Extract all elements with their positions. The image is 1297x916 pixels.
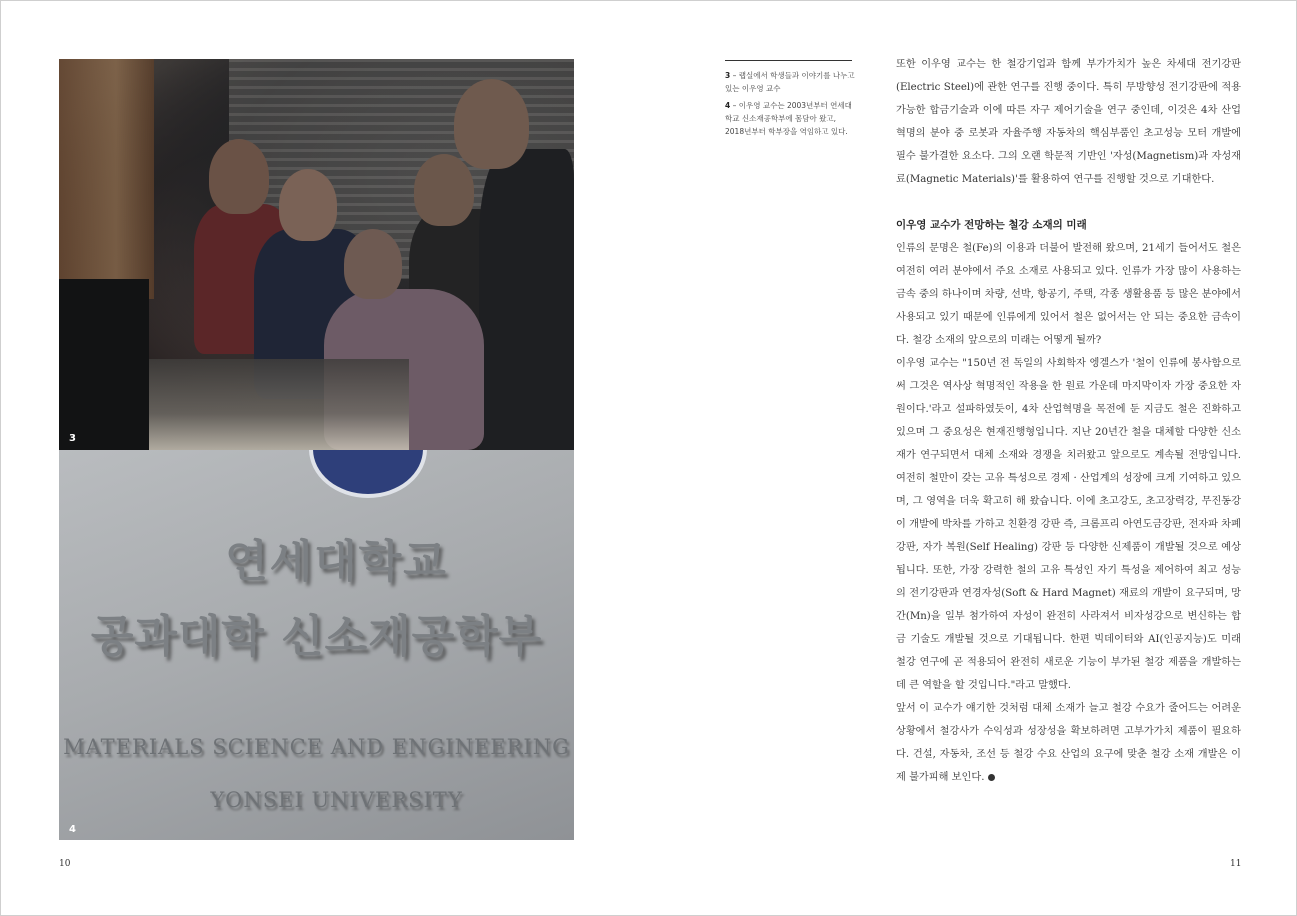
lab-shelf (59, 59, 154, 299)
sign-photo (59, 450, 574, 840)
body-paragraph-text: 앞서 이 교수가 얘기한 것처럼 대체 소재가 늘고 철강 수요가 줄어드는 어려운 상황에서 철강사가 수익성과 성장성을 확보하려면 고부가가치 제품이 필요하다. 건설, 자동차, 조선 등 철강 수요 산업의 요구에 맞춘 철강 소재 개발은 이제 불가피해 보인다. (896, 703, 1241, 783)
sign-department-english: MATERIALS SCIENCE AND ENGINEERING (63, 735, 570, 759)
caption-rule (725, 60, 852, 61)
article-body (896, 53, 1241, 789)
page-number-left: 10 (59, 859, 71, 869)
photo-number: 3 (69, 433, 76, 444)
section-heading: 이우영 교수가 전망하는 철강 소재의 미래 (896, 219, 1087, 231)
sign-university-name: 연세대학교 (225, 536, 448, 587)
person-head (454, 79, 529, 169)
caption-text: – 랩실에서 학생들과 이야기를 나누고 있는 이우영 교수 (725, 71, 855, 93)
page-number-right: 11 (1230, 859, 1242, 869)
university-emblem (309, 450, 427, 498)
photo-caption (725, 99, 855, 138)
sign-university-english: YONSEI UNIVERSITY (210, 788, 463, 812)
photo-number: 4 (69, 824, 76, 835)
caption-text: – 이우영 교수는 2003년부터 연세대학교 신소재공학부에 몸담아 왔고, 2018년부터 학부장을 역임하고 있다. (725, 101, 852, 136)
body-paragraph: 인류의 문명은 철(Fe)의 이용과 더불어 발전해 왔으며, 21세기 들어서도 철은 여전히 여러 분야에서 주요 소재로 사용되고 있다. 인류가 가장 많이 사용하는 금속 중의 하나이며 차량, 선박, 항공기, 주택, 각종 생활용품 등 많은 분야에서 사용되고 있기 때문에 인류에게 있어서 철은 없어서는 안 되는 중요한 금속이다. 철강 소재의 앞으로의 미래는 어떻게 될까? (896, 243, 1241, 346)
end-mark-icon (988, 774, 995, 781)
person-head (344, 229, 402, 299)
caption-number: 3 (725, 71, 731, 80)
person-body (479, 149, 574, 450)
desk (139, 359, 409, 450)
person-head (209, 139, 269, 214)
body-paragraph: 또한 이우영 교수는 한 철강기업과 함께 부가가치가 높은 차세대 전기강판(Electric Steel)에 관한 연구를 진행 중이다. 특히 무방향성 전기강판에 적용 가능한 합금기술과 이에 따른 자구 제어기술을 연구 중인데, 이것은 4차 산업혁명의 분야 중 로봇과 자율주행 자동차의 핵심부품인 초고성능 모터 개발에 필수 불가결한 요소다. 그의 오랜 학문적 기반인 '자성(Magnetism)과 자성재료(Magnetic Materials)'를 활용하여 연구를 진행할 것으로 기대한다. (896, 59, 1241, 185)
caption-number: 4 (725, 101, 731, 110)
sign-department-name: 공과대학 신소재공학부 (90, 611, 543, 662)
body-paragraph: 이우영 교수는 "150년 전 독일의 사회학자 엥겔스가 '철이 인류에 봉사함으로써 그것은 역사상 혁명적인 작용을 한 원료 가운데 마지막이자 가장 중요한 자원이다.'라고 설파하였듯이, 4차 산업혁명을 목전에 둔 지금도 철은 진화하고 있으며 그 중요성은 현재진행형입니다. 지난 20년간 철을 대체할 다양한 신소재가 연구되면서 대체 소재와 경쟁을 치러왔고 앞으로도 계속될 전망입니다. 여전히 철만이 갖는 고유 특성으로 경제 · 산업계의 성장에 크게 기여하고 있으며, 그 영역을 더욱 확고히 해 왔습니다. 이에 초고강도, 초고장력강, 무진동강이 개발에 박차를 가하고 친환경 강판 즉, 크롬프리 아연도금강판, 전자파 차폐강판, 자가 복원(Self Healing) 강판 등 다양한 신제품이 개발될 것으로 예상됩니다. 또한, 가장 강력한 철의 고유 특성인 자기 특성을 제어하여 최고 성능의 전기강판과 연경자성(Soft & Hard Magnet) 재료의 개발이 요구되며, 망간(Mn)을 일부 첨가하여 자성이 완전히 사라져서 비자성강으로 변신하는 합금 기술도 개발될 것으로 기대됩니다. 한편 빅데이터와 AI(인공지능)도 미래 철강 연구에 곧 적용되어 완전히 새로운 기능이 부가된 철강 제품을 개발하는 데 큰 역할을 할 것입니다."라고 말했다. (896, 358, 1241, 691)
lab-photo (59, 59, 574, 450)
person-head (414, 154, 474, 226)
professor-head (279, 169, 337, 241)
computer-monitor (59, 279, 149, 450)
body-paragraph (896, 697, 1241, 789)
photo-caption (725, 69, 855, 95)
